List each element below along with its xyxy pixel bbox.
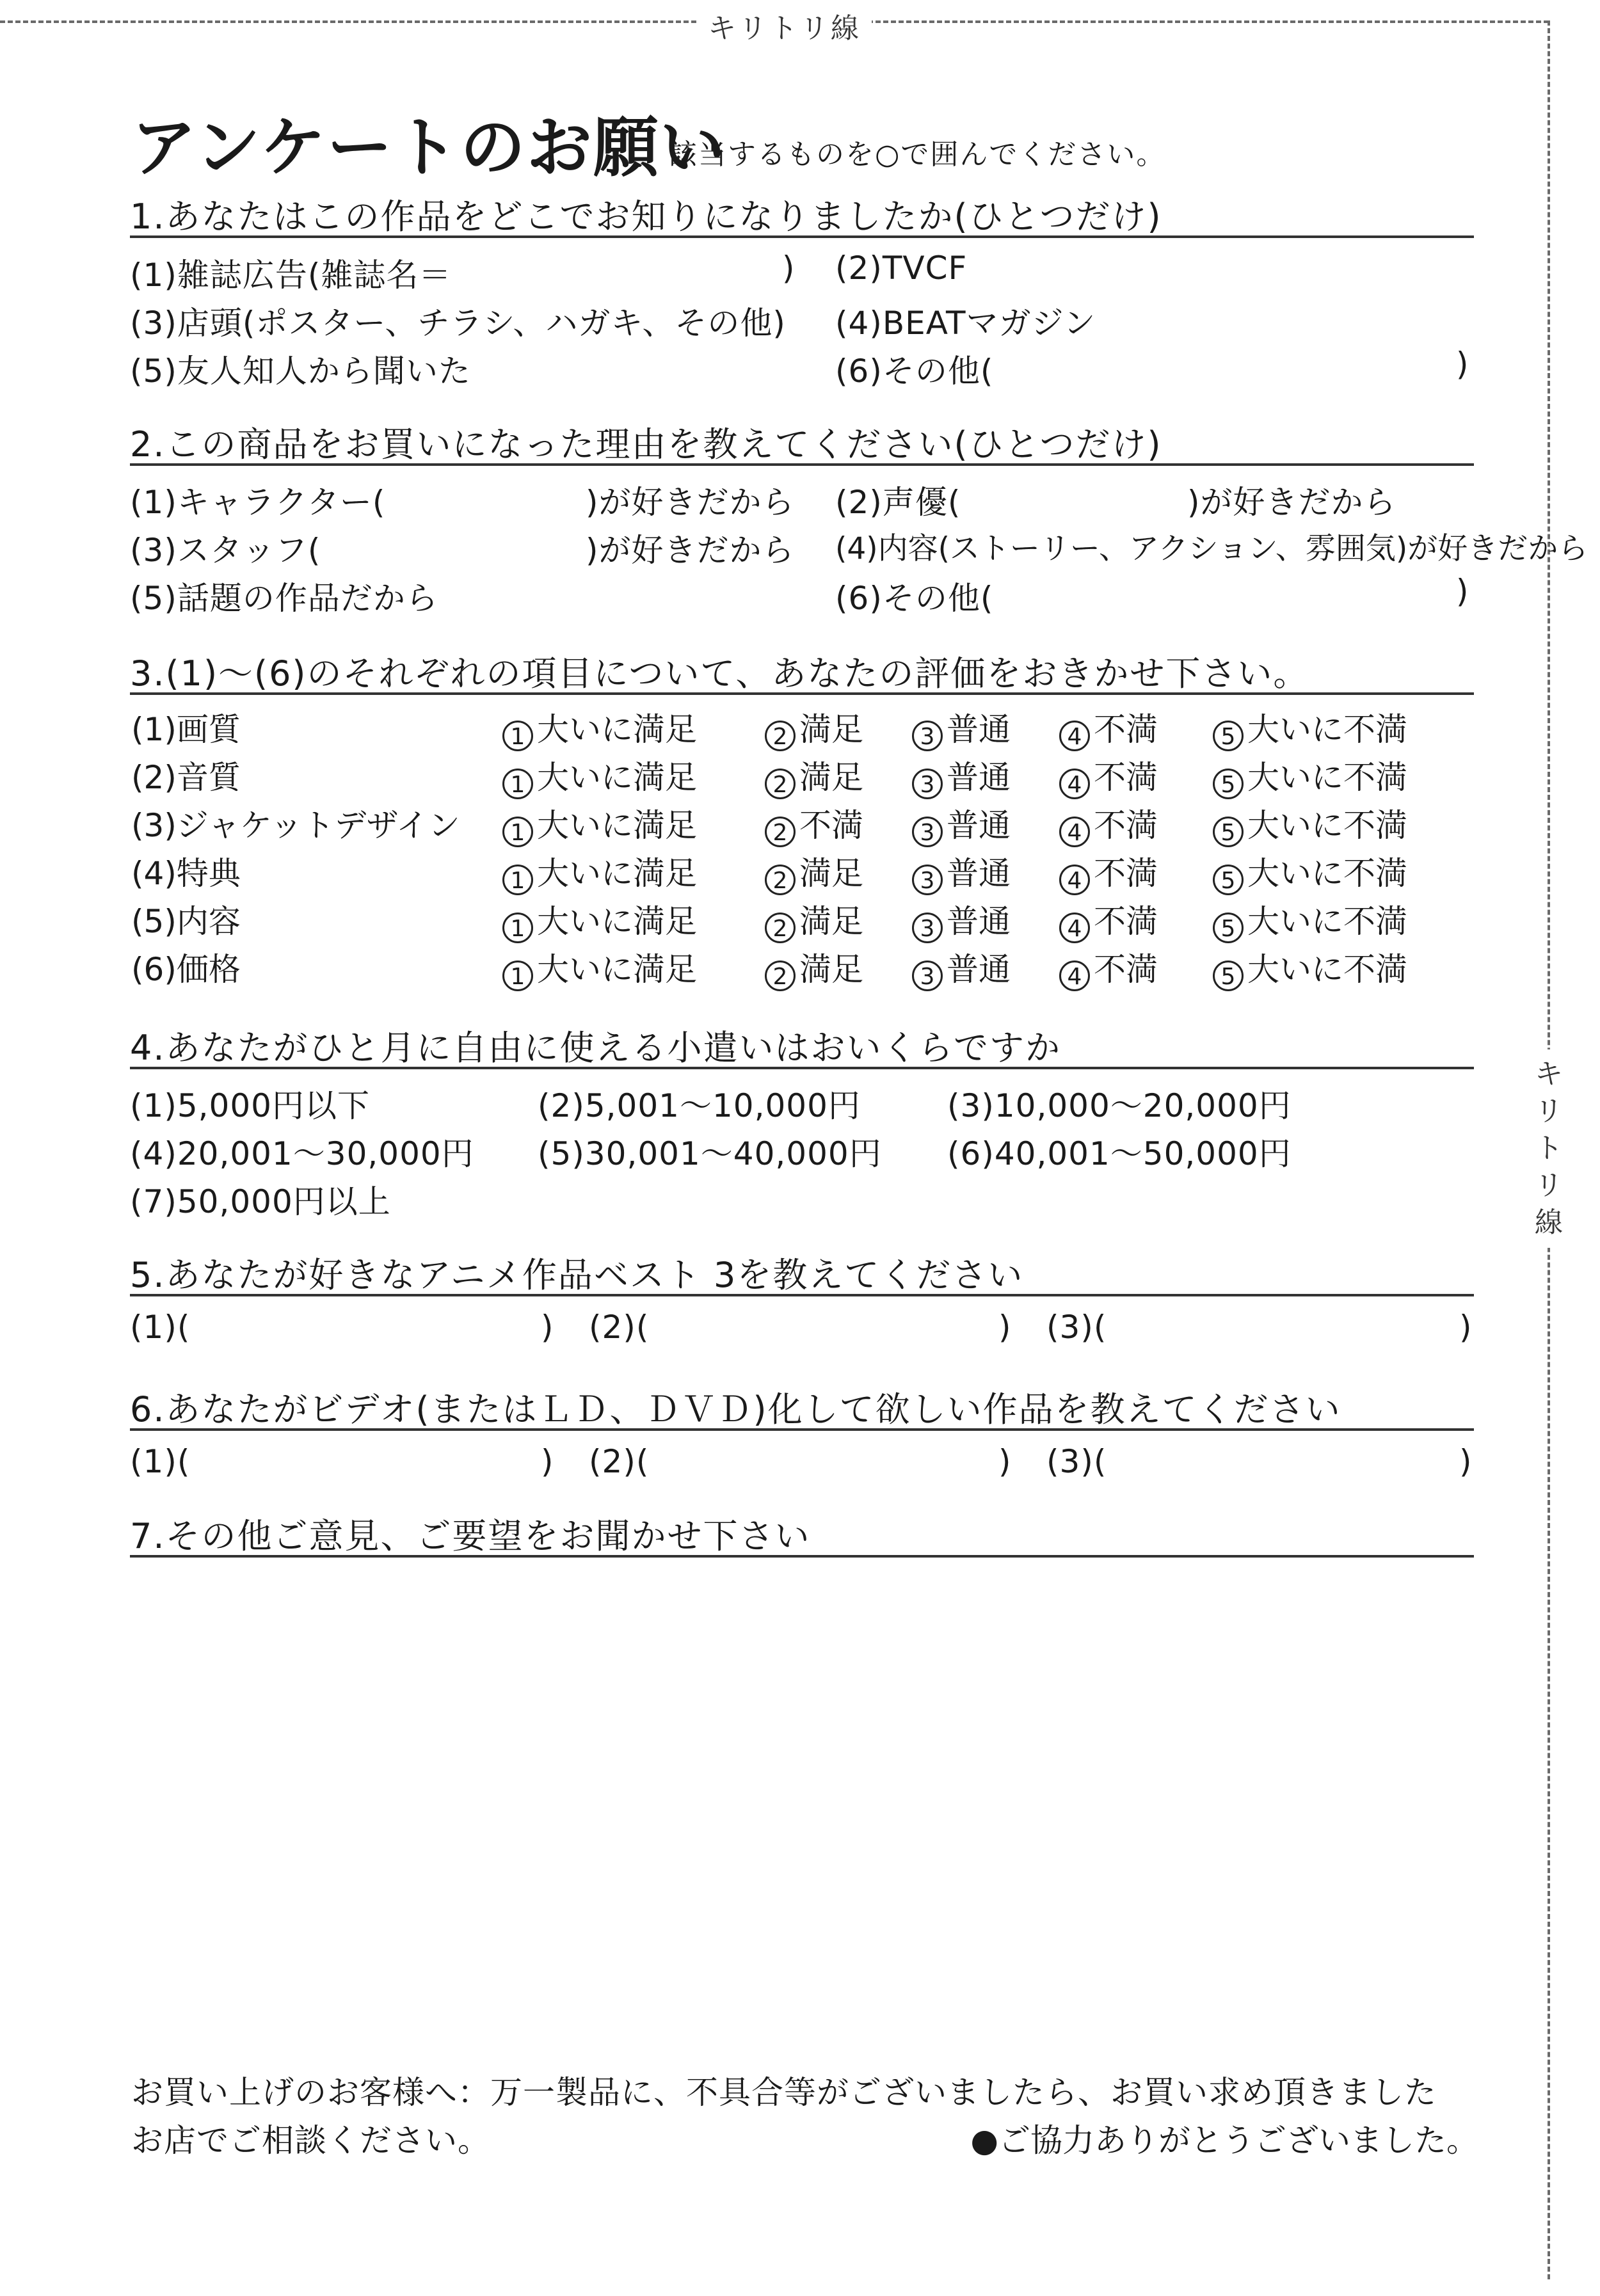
cut-label-top: キリトリ線: [698, 5, 872, 46]
q5-option-3-close: ): [1459, 1309, 1472, 1346]
rating-label: 普通: [947, 855, 1011, 892]
q4-title: 4.あなたがひと月に自由に使える小遣いはおいくらですか: [130, 1028, 1061, 1068]
cut-label-right: [1530, 1049, 1568, 1248]
circled-number: 5: [1213, 721, 1244, 751]
rating-label: 大いに満足: [537, 711, 697, 748]
q1-option-5[interactable]: (5)友人知人から聞いた: [130, 353, 471, 390]
circled-number: 4: [1059, 769, 1090, 799]
q2-option-4[interactable]: (4)内容(ストーリー、アクション、雰囲気)が好きだから: [835, 531, 1588, 566]
q4-option-6[interactable]: (6)40,001〜50,000円: [947, 1135, 1292, 1172]
rating-label: 大いに満足: [537, 807, 697, 844]
q3-rating-option[interactable]: [502, 896, 697, 943]
q3-rating-option[interactable]: [1059, 848, 1158, 895]
circled-number: 1: [502, 961, 533, 991]
q7-title: 7.その他ご意見、ご要望をお聞かせ下さい: [130, 1516, 811, 1556]
q3-rating-option[interactable]: [912, 752, 1011, 799]
q2-option-2[interactable]: (2)声優(: [835, 484, 961, 521]
q2-option-3[interactable]: (3)スタッフ(: [130, 532, 321, 569]
rating-label: 大いに不満: [1247, 951, 1407, 988]
q2-option-6-close: ): [1456, 573, 1469, 610]
cut-label-char: リ: [1535, 1169, 1563, 1202]
circled-number: 3: [912, 769, 943, 799]
q5-rule: [130, 1294, 1474, 1296]
rating-label: 満足: [799, 759, 863, 796]
q3-rating-option[interactable]: [765, 848, 863, 895]
circled-number: 2: [765, 817, 796, 847]
circled-number: 3: [912, 961, 943, 991]
page-subtitle: 該当するものを○で囲んでください。: [669, 138, 1166, 171]
q4-option-2[interactable]: (2)5,001〜10,000円: [538, 1087, 861, 1124]
circled-number: 1: [502, 769, 533, 799]
footer-notice-line1: お買い上げのお客様へ：万一製品に、不具合等がございましたら、お買い求め頂きました: [131, 2074, 1437, 2111]
q6-option-2-close: ): [998, 1443, 1011, 1480]
circled-number: 4: [1059, 721, 1090, 751]
q5-option-2-close: ): [998, 1309, 1011, 1346]
circled-number: 4: [1059, 817, 1090, 847]
q2-option-6[interactable]: (6)その他(: [835, 580, 994, 617]
circled-number: 5: [1213, 817, 1244, 847]
q3-rating-option[interactable]: [502, 944, 697, 991]
rating-label: 普通: [947, 759, 1011, 796]
q6-rule: [130, 1428, 1474, 1431]
rating-label: 普通: [947, 807, 1011, 844]
q1-option-6-close: ): [1456, 346, 1469, 383]
q3-rating-option[interactable]: [1213, 896, 1407, 943]
q3-item-label: (1)画質: [131, 711, 241, 748]
q3-item-label: (4)特典: [131, 855, 241, 892]
q4-option-3[interactable]: (3)10,000〜20,000円: [947, 1087, 1292, 1124]
q1-rule: [130, 235, 1474, 238]
circled-number: 4: [1059, 865, 1090, 895]
q3-rating-option[interactable]: [1059, 944, 1158, 991]
q3-rating-option[interactable]: [502, 704, 697, 751]
q1-option-3[interactable]: (3)店頭(ポスター、チラシ、ハガキ、その他): [130, 305, 786, 342]
q3-rating-option[interactable]: [912, 896, 1011, 943]
circled-number: 1: [502, 865, 533, 895]
rating-label: 満足: [799, 903, 863, 940]
q3-rating-option[interactable]: [765, 704, 863, 751]
rating-label: 大いに不満: [1247, 855, 1407, 892]
circled-number: 4: [1059, 961, 1090, 991]
circled-number: 3: [912, 913, 943, 943]
q6-option-1[interactable]: (1)(: [130, 1443, 191, 1480]
q6-option-1-close: ): [541, 1443, 554, 1480]
circled-number: 2: [765, 913, 796, 943]
q3-item-label: (6)価格: [131, 951, 241, 988]
rating-label: 不満: [799, 807, 863, 844]
circled-number: 1: [502, 913, 533, 943]
q1-option-1[interactable]: (1)雑誌広告(雑誌名＝: [130, 257, 452, 294]
circled-number: 4: [1059, 913, 1090, 943]
rating-label: 不満: [1094, 903, 1158, 940]
q3-title: 3.(1)〜(6)のそれぞれの項目について、あなたの評価をおきかせ下さい。: [130, 653, 1309, 694]
q5-option-2[interactable]: (2)(: [589, 1309, 650, 1346]
q3-item-label: (5)内容: [131, 903, 241, 940]
q5-option-1[interactable]: (1)(: [130, 1309, 191, 1346]
rating-label: 大いに満足: [537, 903, 697, 940]
circled-number: 3: [912, 865, 943, 895]
q3-rating-option[interactable]: [765, 752, 863, 799]
q2-option-3-suffix: )が好きだから: [586, 532, 795, 569]
q3-rating-option[interactable]: [1213, 848, 1407, 895]
q2-title: 2.この商品をお買いになった理由を教えてください(ひとつだけ): [130, 424, 1162, 465]
q3-rating-option[interactable]: [502, 800, 697, 847]
q3-rating-option[interactable]: [1059, 704, 1158, 751]
rating-label: 大いに満足: [537, 855, 697, 892]
q2-rule: [130, 463, 1474, 466]
circled-number: 5: [1213, 865, 1244, 895]
rating-label: 大いに不満: [1247, 759, 1407, 796]
rating-label: 普通: [947, 711, 1011, 748]
q3-rating-option[interactable]: [1059, 752, 1158, 799]
rating-label: 不満: [1094, 855, 1158, 892]
q3-rating-option[interactable]: [765, 896, 863, 943]
rating-label: 不満: [1094, 951, 1158, 988]
rating-label: 大いに不満: [1247, 807, 1407, 844]
circled-number: 1: [502, 817, 533, 847]
rating-label: 不満: [1094, 807, 1158, 844]
q4-option-4[interactable]: (4)20,001〜30,000円: [130, 1135, 474, 1172]
q3-rating-option[interactable]: [502, 848, 697, 895]
q5-title: 5.あなたが好きなアニメ作品ベスト 3を教えてください: [130, 1255, 1024, 1295]
circled-number: 3: [912, 721, 943, 751]
q5-option-3[interactable]: (3)(: [1046, 1309, 1107, 1346]
cut-label-char: 線: [1535, 1206, 1563, 1239]
q2-option-1-suffix: )が好きだから: [586, 484, 795, 521]
q3-rating-option[interactable]: [912, 944, 1011, 991]
circled-number: 5: [1213, 769, 1244, 799]
q3-rating-option[interactable]: [912, 704, 1011, 751]
q6-option-2[interactable]: (2)(: [589, 1443, 650, 1480]
page-title: アンケートのお願い: [131, 110, 726, 186]
q3-rating-option[interactable]: [1213, 800, 1407, 847]
q3-rule: [130, 692, 1474, 695]
q6-title: 6.あなたがビデオ(またはＬＤ、ＤＶＤ)化して欲しい作品を教えてください: [130, 1389, 1341, 1430]
q3-rating-option[interactable]: [1213, 752, 1407, 799]
footer-notice-line2: お店でご相談ください。: [131, 2122, 490, 2159]
q7-rule: [130, 1555, 1474, 1558]
q7-answer-area[interactable]: [130, 1568, 1474, 2048]
q1-title: 1.あなたはこの作品をどこでお知りになりましたか(ひとつだけ): [130, 196, 1162, 237]
q3-rating-option[interactable]: [912, 848, 1011, 895]
cut-label-char: リ: [1535, 1095, 1563, 1128]
rating-label: 普通: [947, 903, 1011, 940]
circled-number: 2: [765, 961, 796, 991]
q2-option-1[interactable]: (1)キャラクター(: [130, 484, 386, 521]
q2-option-5[interactable]: (5)話題の作品だから: [130, 580, 438, 617]
q2-option-2-suffix: )が好きだから: [1187, 484, 1396, 521]
q3-item-label: (2)音質: [131, 759, 241, 796]
q1-option-4[interactable]: (4)BEATマガジン: [835, 305, 1096, 342]
q3-rating-option[interactable]: [1213, 704, 1407, 751]
q3-rating-option[interactable]: [765, 944, 863, 991]
q4-rule: [130, 1067, 1474, 1069]
q4-option-5[interactable]: (5)30,001〜40,000円: [538, 1135, 882, 1172]
q4-option-7[interactable]: (7)50,000円以上: [130, 1183, 391, 1220]
circled-number: 3: [912, 817, 943, 847]
circled-number: 2: [765, 769, 796, 799]
q3-rating-option[interactable]: [1059, 800, 1158, 847]
rating-label: 大いに不満: [1247, 903, 1407, 940]
rating-label: 不満: [1094, 759, 1158, 796]
rating-label: 満足: [799, 711, 863, 748]
q3-rating-option[interactable]: [502, 752, 697, 799]
rating-label: 大いに満足: [537, 951, 697, 988]
rating-label: 大いに不満: [1247, 711, 1407, 748]
q4-option-1[interactable]: (1)5,000円以下: [130, 1087, 370, 1124]
q3-rating-option[interactable]: [912, 800, 1011, 847]
q3-rating-option[interactable]: [765, 800, 863, 847]
rating-label: 普通: [947, 951, 1011, 988]
circled-number: 5: [1213, 913, 1244, 943]
footer-thanks: ●ご協力ありがとうございました。: [970, 2122, 1478, 2159]
q6-option-3-close: ): [1459, 1443, 1472, 1480]
q5-option-1-close: ): [541, 1309, 554, 1346]
rating-label: 大いに満足: [537, 759, 697, 796]
q3-item-label: (3)ジャケットデザイン: [131, 807, 460, 844]
q3-rating-option[interactable]: [1213, 944, 1407, 991]
cut-label-char: キ: [1535, 1058, 1563, 1090]
q1-option-6[interactable]: (6)その他(: [835, 353, 994, 390]
rating-label: 不満: [1094, 711, 1158, 748]
q1-option-1-close: ): [782, 250, 795, 287]
rating-label: 満足: [799, 855, 863, 892]
rating-label: 満足: [799, 951, 863, 988]
circled-number: 5: [1213, 961, 1244, 991]
q3-rating-option[interactable]: [1059, 896, 1158, 943]
circled-number: 2: [765, 721, 796, 751]
cut-label-char: ト: [1535, 1132, 1563, 1165]
circled-number: 1: [502, 721, 533, 751]
circled-number: 2: [765, 865, 796, 895]
q1-option-2[interactable]: (2)TVCF: [835, 250, 968, 287]
q6-option-3[interactable]: (3)(: [1046, 1443, 1107, 1480]
